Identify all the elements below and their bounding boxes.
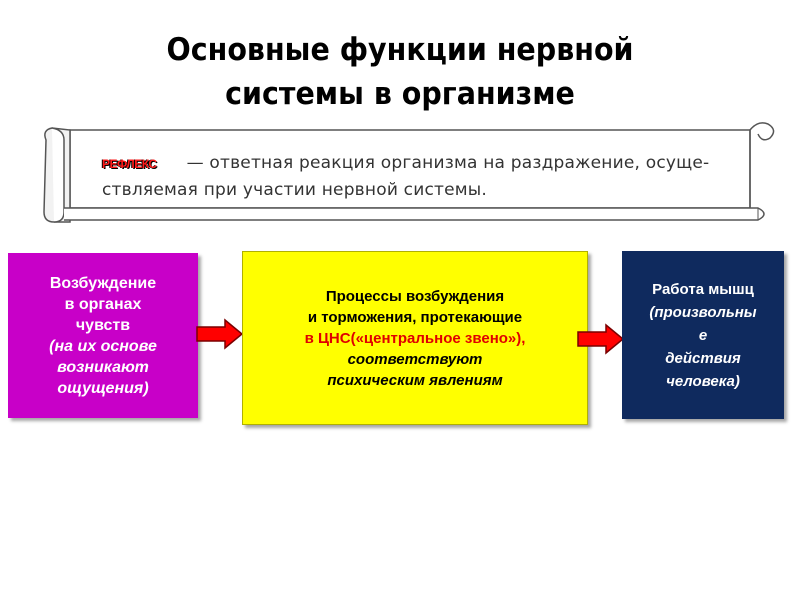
mid-bold-1: Процессы возбуждения [325, 287, 505, 305]
left-bold-3: чувств [75, 316, 131, 334]
arrow-right-icon [195, 318, 245, 350]
mid-italic-2: психическим явлениям [327, 371, 503, 389]
right-bold-1: Работа мышц [652, 280, 754, 298]
right-italic-2: е [698, 326, 708, 344]
definition-line-1 [102, 150, 742, 177]
definition-line-2: ствляемая при участии нервной системы. [102, 180, 488, 200]
left-bold-1: Возбуждение [49, 274, 157, 292]
right-italic-4: человека) [666, 372, 740, 390]
left-italic-3: ощущения) [57, 379, 149, 397]
cns-processes-box [242, 251, 588, 425]
definition-text [102, 150, 742, 203]
definition-scroll [30, 110, 785, 235]
left-italic-2: возникают [57, 358, 149, 376]
right-italic-3: действия [665, 349, 741, 367]
title-line-1: Основные функции нервной [166, 32, 634, 68]
sensory-excitation-box [8, 253, 198, 418]
mid-red-line: в ЦНС(«центральное звено»), [304, 329, 526, 347]
left-bold-2: в органах [64, 295, 142, 313]
term-reflex: РЕФЛЕКС [102, 157, 157, 171]
arrow-right-icon [576, 323, 626, 355]
definition-text-1: — ответная реакция организма на раздражение, осуще- [186, 153, 710, 173]
muscle-work-box [622, 251, 784, 419]
left-italic-1: (на их основе [49, 337, 157, 355]
right-italic-1: (произвольны [649, 303, 757, 321]
title-line-2: системы в организме [225, 76, 575, 112]
page-title [32, 28, 768, 116]
mid-bold-2: и торможения, протекающие [307, 308, 523, 326]
mid-italic-1: соответствуют [347, 350, 483, 368]
